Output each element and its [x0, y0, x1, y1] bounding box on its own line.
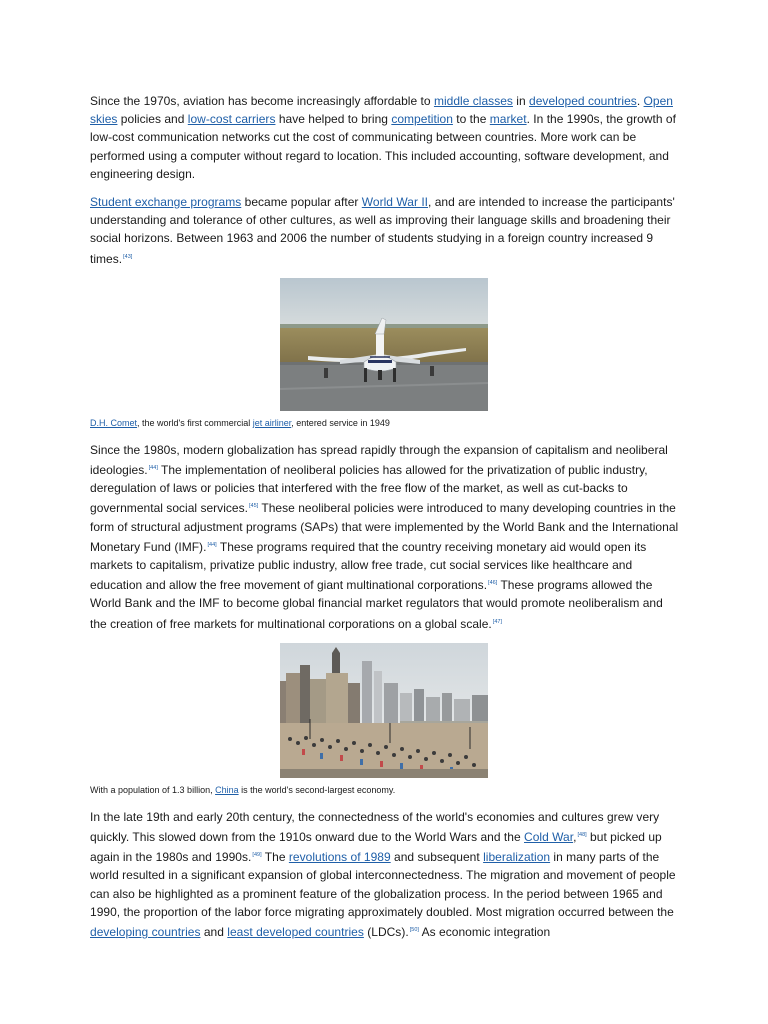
link-competition[interactable]: competition — [391, 112, 453, 127]
link-open-skies[interactable]: Open skies — [90, 94, 673, 127]
text-run: became popular after — [241, 195, 362, 210]
text-run: The — [261, 850, 289, 865]
text-run: The implementation of neoliberal policies has allowed for the privatization of public industry, deregulation of laws or policies that interfered with the free flow of the market, as well as cut-backs to governmental social services. — [90, 463, 648, 516]
text-run: With a population of 1.3 billion, — [90, 784, 216, 795]
text-run: . — [636, 94, 644, 108]
link-student-exchange-programs[interactable]: Student exchange programs — [90, 195, 242, 210]
text-run: and subsequent — [390, 850, 484, 865]
paragraph-aviation — [90, 92, 680, 183]
link-developing-countries[interactable]: developing countries — [90, 925, 201, 940]
link-dh-comet[interactable]: D.H. Comet — [90, 417, 138, 428]
link-world-war-ii[interactable]: World War II — [361, 195, 429, 210]
footnote-ref[interactable]: [43] — [123, 253, 133, 260]
text-run: , — [573, 830, 577, 845]
caption-china — [90, 784, 680, 796]
comet-airliner-photo — [280, 278, 488, 411]
text-run: In the late 19th and early 20th century, the connectedness of the world's economies and cultures grew very quickly. This slowed down from the 1910s onward due to the World Wars and the — [90, 809, 660, 845]
text-run: , entered service in 1949 — [291, 417, 390, 428]
footnote-ref[interactable]: [45] — [248, 503, 259, 510]
text-run: have helped to bring — [275, 112, 392, 127]
document-page — [90, 92, 680, 951]
footnote-ref[interactable]: [44] — [207, 541, 217, 548]
text-run: but picked up again in the 1980s and 1990s. — [90, 830, 662, 865]
paragraph-connectedness — [90, 808, 680, 941]
text-run: These programs allowed the World Bank and the IMF to become global financial market regulators that would promote neoliberalism and the creation of free markets for multinational corporations on a global scale. — [90, 578, 663, 631]
text-run: policies and — [117, 112, 188, 127]
text-run: in many parts of the world resulted in a significant expansion of global interconnectedness. The migration and movement of people can also be highlighted as a prominent feature of the globalization process. In the period between 1965 and 1990, the proportion of the labor force migrating approximately doubled. Most migration occurred between the — [90, 850, 676, 919]
text-run: to the — [452, 112, 490, 127]
footnote-ref[interactable]: [47] — [492, 618, 503, 625]
link-low-cost-carriers[interactable]: low-cost carriers — [187, 112, 276, 127]
link-revolutions-of-1989[interactable]: revolutions of 1989 — [288, 850, 391, 865]
link-jet-airliner[interactable]: jet airliner — [252, 417, 292, 428]
text-run: Since the 1970s, aviation has become increasingly affordable to — [90, 94, 434, 108]
text-run: , the world's first commercial — [137, 417, 253, 428]
text-run: These programs required that the country receiving monetary aid would open its markets to capitalism, privatize public industry, allow free trade, cut social services like healthcare and education and allow the free movement of giant multinational corporations. — [90, 539, 647, 593]
text-run: is the world's second-largest economy. — [238, 784, 396, 795]
text-run: . In the 1990s, the growth of low-cost communication networks cut the cost of communicating between countries. More work can be performed using a computer without regard to location. This included accounting, software development, and engineering design. — [90, 112, 676, 181]
link-middle-classes[interactable]: middle classes — [433, 94, 513, 108]
footnote-ref[interactable]: [49] — [252, 852, 262, 859]
link-least-developed-countries[interactable]: least developed countries — [227, 925, 364, 940]
link-market[interactable]: market — [489, 112, 527, 127]
footnote-ref[interactable]: [46] — [488, 580, 498, 587]
caption-comet — [90, 417, 680, 429]
text-run: and — [200, 925, 228, 940]
text-run: in — [512, 94, 530, 108]
link-liberalization[interactable]: liberalization — [483, 850, 551, 865]
shanghai-bund-photo — [280, 643, 488, 778]
paragraph-neoliberal — [90, 441, 680, 633]
text-run: Since the 1980s, modern globalization has spread rapidly through the expansion of capitalism and neoliberal ideologies. — [90, 442, 668, 478]
text-run: These neoliberal policies were introduced to many developing countries in the form of structural adjustment programs (SAPs) that were implemented by the World Bank and the International Monetary Fund (IMF). — [90, 501, 679, 554]
link-developed-countries[interactable]: developed countries — [529, 94, 637, 108]
link-cold-war[interactable]: Cold War — [524, 830, 574, 845]
paragraph-student-exchange — [90, 193, 680, 268]
footnote-ref[interactable]: [44] — [148, 465, 158, 472]
footnote-ref[interactable]: [50] — [409, 927, 419, 934]
text-run: As economic integration — [418, 925, 551, 940]
link-china[interactable]: China — [215, 784, 239, 795]
footnote-ref[interactable]: [48] — [577, 832, 587, 839]
text-run: , and are intended to increase the participants' understanding and tolerance of other cultures, as well as improving their language skills and broadening their social horizons. Between 1963 and 2006 the number of students studying in a foreign country increased 9 times. — [90, 195, 675, 266]
text-run: (LDCs). — [363, 925, 409, 940]
